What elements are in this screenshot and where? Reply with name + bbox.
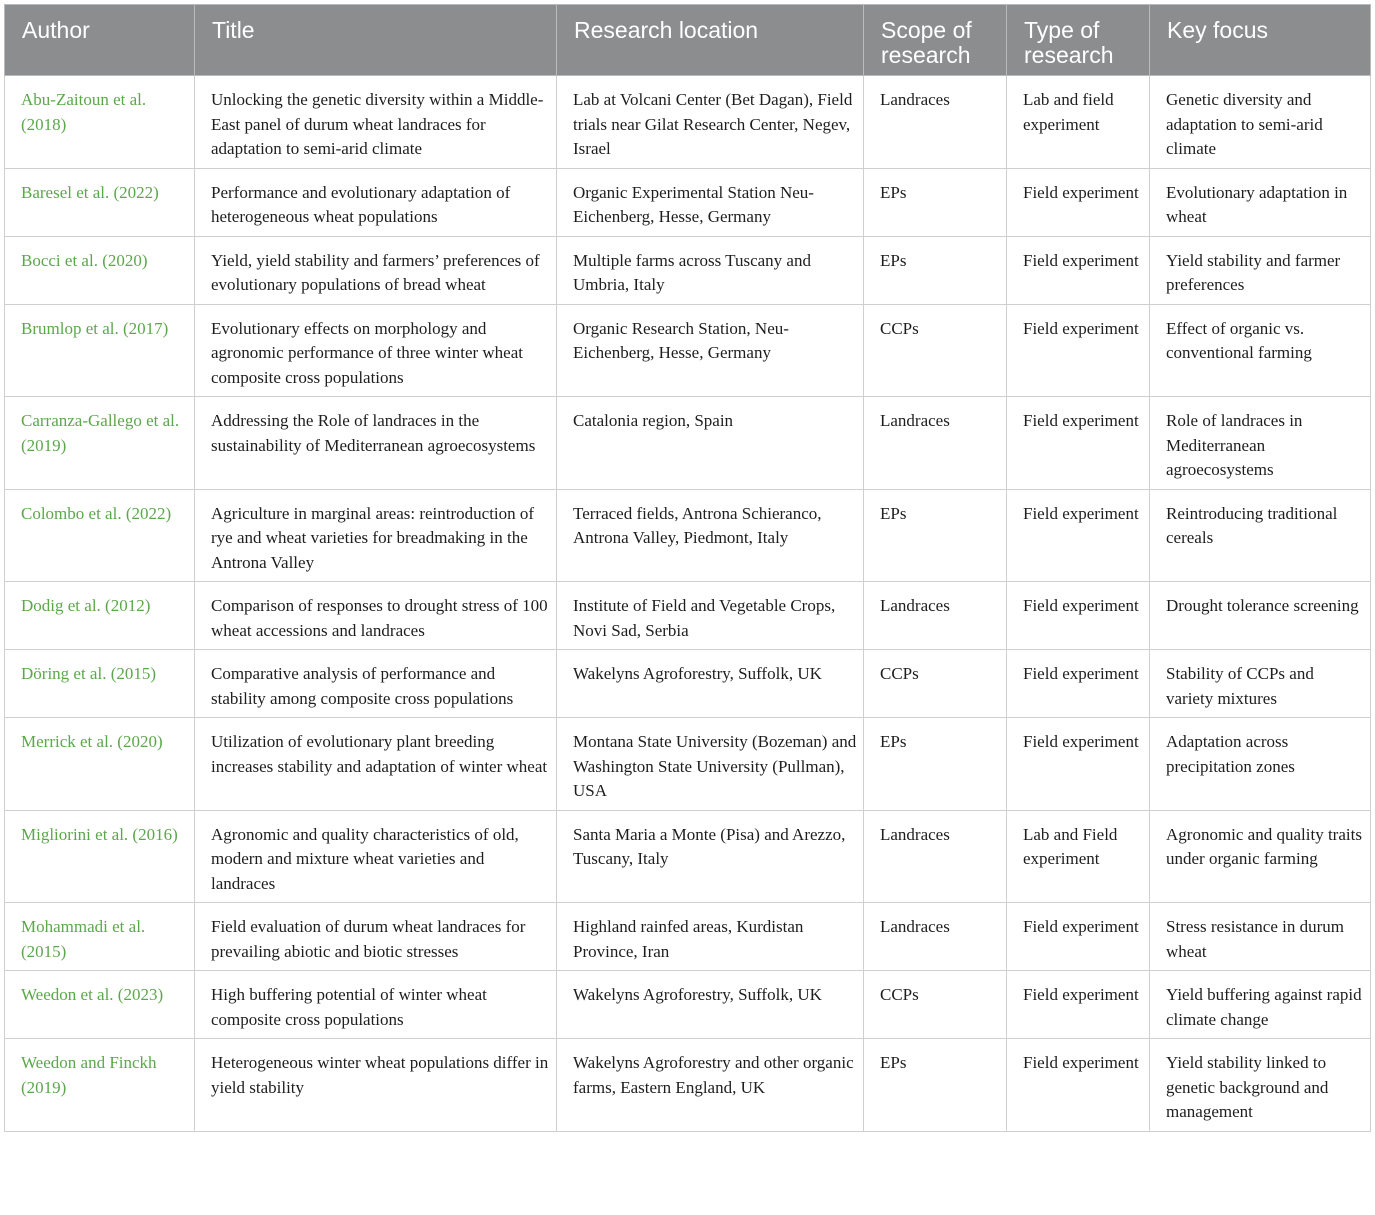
header-scope-of-research: Scope of research bbox=[864, 5, 1007, 76]
research-location-cell: Santa Maria a Monte (Pisa) and Arezzo, Tuscany, Italy bbox=[557, 810, 864, 903]
scope-cell: Landraces bbox=[864, 582, 1007, 650]
type-cell: Lab and field experiment bbox=[1007, 76, 1150, 169]
header-research-location: Research location bbox=[557, 5, 864, 76]
type-cell: Field experiment bbox=[1007, 903, 1150, 971]
author-link[interactable]: Merrick et al. (2020) bbox=[5, 718, 195, 811]
author-link[interactable]: Brumlop et al. (2017) bbox=[5, 304, 195, 397]
type-cell: Field experiment bbox=[1007, 582, 1150, 650]
title-cell: Utilization of evolutionary plant breeding increases stability and adaptation of winter wheat bbox=[195, 718, 557, 811]
research-location-cell: Organic Experimental Station Neu-Eichenberg, Hesse, Germany bbox=[557, 168, 864, 236]
research-location-cell: Multiple farms across Tuscany and Umbria, Italy bbox=[557, 236, 864, 304]
author-link[interactable]: Colombo et al. (2022) bbox=[5, 489, 195, 582]
key-focus-cell: Evolutionary adaptation in wheat bbox=[1150, 168, 1371, 236]
type-cell: Field experiment bbox=[1007, 236, 1150, 304]
header-title: Title bbox=[195, 5, 557, 76]
table-row bbox=[5, 397, 1371, 490]
key-focus-cell: Yield stability and farmer preferences bbox=[1150, 236, 1371, 304]
scope-cell: Landraces bbox=[864, 810, 1007, 903]
title-cell: Agriculture in marginal areas: reintroduction of rye and wheat varieties for breadmaking in the Antrona Valley bbox=[195, 489, 557, 582]
type-cell: Field experiment bbox=[1007, 168, 1150, 236]
scope-cell: CCPs bbox=[864, 650, 1007, 718]
author-link[interactable]: Bocci et al. (2020) bbox=[5, 236, 195, 304]
author-link[interactable]: Weedon et al. (2023) bbox=[5, 971, 195, 1039]
key-focus-cell: Drought tolerance screening bbox=[1150, 582, 1371, 650]
author-link[interactable]: Mohammadi et al. (2015) bbox=[5, 903, 195, 971]
table-row bbox=[5, 582, 1371, 650]
scope-cell: EPs bbox=[864, 718, 1007, 811]
table-row bbox=[5, 718, 1371, 811]
key-focus-cell: Role of landraces in Mediterranean agroecosystems bbox=[1150, 397, 1371, 490]
title-cell: Heterogeneous winter wheat populations differ in yield stability bbox=[195, 1039, 557, 1132]
title-cell: Yield, yield stability and farmers’ preferences of evolutionary populations of bread wheat bbox=[195, 236, 557, 304]
research-location-cell: Wakelyns Agroforestry, Suffolk, UK bbox=[557, 650, 864, 718]
type-cell: Field experiment bbox=[1007, 489, 1150, 582]
type-cell: Field experiment bbox=[1007, 304, 1150, 397]
key-focus-cell: Yield buffering against rapid climate change bbox=[1150, 971, 1371, 1039]
title-cell: Field evaluation of durum wheat landraces for prevailing abiotic and biotic stresses bbox=[195, 903, 557, 971]
type-cell: Field experiment bbox=[1007, 397, 1150, 490]
author-link[interactable]: Weedon and Finckh (2019) bbox=[5, 1039, 195, 1132]
title-cell: Comparison of responses to drought stress of 100 wheat accessions and landraces bbox=[195, 582, 557, 650]
research-location-cell: Lab at Volcani Center (Bet Dagan), Field trials near Gilat Research Center, Negev, Israel bbox=[557, 76, 864, 169]
research-location-cell: Highland rainfed areas, Kurdistan Province, Iran bbox=[557, 903, 864, 971]
table-row bbox=[5, 168, 1371, 236]
table-row bbox=[5, 810, 1371, 903]
scope-cell: EPs bbox=[864, 489, 1007, 582]
title-cell: Evolutionary effects on morphology and agronomic performance of three winter wheat composite cross populations bbox=[195, 304, 557, 397]
title-cell: Addressing the Role of landraces in the sustainability of Mediterranean agroecosystems bbox=[195, 397, 557, 490]
table-header bbox=[5, 5, 1371, 76]
title-cell: Performance and evolutionary adaptation of heterogeneous wheat populations bbox=[195, 168, 557, 236]
table-row bbox=[5, 76, 1371, 169]
key-focus-cell: Stability of CCPs and variety mixtures bbox=[1150, 650, 1371, 718]
research-location-cell: Organic Research Station, Neu-Eichenberg, Hesse, Germany bbox=[557, 304, 864, 397]
table-row bbox=[5, 1039, 1371, 1132]
key-focus-cell: Stress resistance in durum wheat bbox=[1150, 903, 1371, 971]
key-focus-cell: Reintroducing traditional cereals bbox=[1150, 489, 1371, 582]
header-row bbox=[5, 5, 1371, 76]
key-focus-cell: Yield stability linked to genetic background and management bbox=[1150, 1039, 1371, 1132]
studies-table bbox=[4, 4, 1371, 1132]
table-row bbox=[5, 971, 1371, 1039]
key-focus-cell: Adaptation across precipitation zones bbox=[1150, 718, 1371, 811]
scope-cell: CCPs bbox=[864, 304, 1007, 397]
table-row bbox=[5, 489, 1371, 582]
author-link[interactable]: Carranza-Gallego et al. (2019) bbox=[5, 397, 195, 490]
title-cell: Agronomic and quality characteristics of old, modern and mixture wheat varieties and landraces bbox=[195, 810, 557, 903]
type-cell: Field experiment bbox=[1007, 718, 1150, 811]
research-location-cell: Terraced fields, Antrona Schieranco, Antrona Valley, Piedmont, Italy bbox=[557, 489, 864, 582]
type-cell: Field experiment bbox=[1007, 1039, 1150, 1132]
table-row bbox=[5, 903, 1371, 971]
scope-cell: Landraces bbox=[864, 76, 1007, 169]
research-location-cell: Montana State University (Bozeman) and Washington State University (Pullman), USA bbox=[557, 718, 864, 811]
key-focus-cell: Genetic diversity and adaptation to semi-arid climate bbox=[1150, 76, 1371, 169]
header-author: Author bbox=[5, 5, 195, 76]
title-cell: Unlocking the genetic diversity within a Middle-East panel of durum wheat landraces for adaptation to semi-arid climate bbox=[195, 76, 557, 169]
research-location-cell: Wakelyns Agroforestry, Suffolk, UK bbox=[557, 971, 864, 1039]
scope-cell: EPs bbox=[864, 1039, 1007, 1132]
author-link[interactable]: Migliorini et al. (2016) bbox=[5, 810, 195, 903]
author-link[interactable]: Abu-Zaitoun et al. (2018) bbox=[5, 76, 195, 169]
research-location-cell: Institute of Field and Vegetable Crops, Novi Sad, Serbia bbox=[557, 582, 864, 650]
key-focus-cell: Effect of organic vs. conventional farming bbox=[1150, 304, 1371, 397]
research-location-cell: Wakelyns Agroforestry and other organic farms, Eastern England, UK bbox=[557, 1039, 864, 1132]
type-cell: Field experiment bbox=[1007, 650, 1150, 718]
author-link[interactable]: Baresel et al. (2022) bbox=[5, 168, 195, 236]
title-cell: Comparative analysis of performance and stability among composite cross populations bbox=[195, 650, 557, 718]
type-cell: Field experiment bbox=[1007, 971, 1150, 1039]
header-type-of-research: Type of research bbox=[1007, 5, 1150, 76]
type-cell: Lab and Field experiment bbox=[1007, 810, 1150, 903]
header-key-focus: Key focus bbox=[1150, 5, 1371, 76]
scope-cell: Landraces bbox=[864, 903, 1007, 971]
key-focus-cell: Agronomic and quality traits under organic farming bbox=[1150, 810, 1371, 903]
table-row bbox=[5, 304, 1371, 397]
scope-cell: EPs bbox=[864, 236, 1007, 304]
scope-cell: Landraces bbox=[864, 397, 1007, 490]
scope-cell: EPs bbox=[864, 168, 1007, 236]
research-location-cell: Catalonia region, Spain bbox=[557, 397, 864, 490]
table-row bbox=[5, 650, 1371, 718]
author-link[interactable]: Döring et al. (2015) bbox=[5, 650, 195, 718]
table-row bbox=[5, 236, 1371, 304]
scope-cell: CCPs bbox=[864, 971, 1007, 1039]
title-cell: High buffering potential of winter wheat composite cross populations bbox=[195, 971, 557, 1039]
author-link[interactable]: Dodig et al. (2012) bbox=[5, 582, 195, 650]
table-body bbox=[5, 76, 1371, 1132]
